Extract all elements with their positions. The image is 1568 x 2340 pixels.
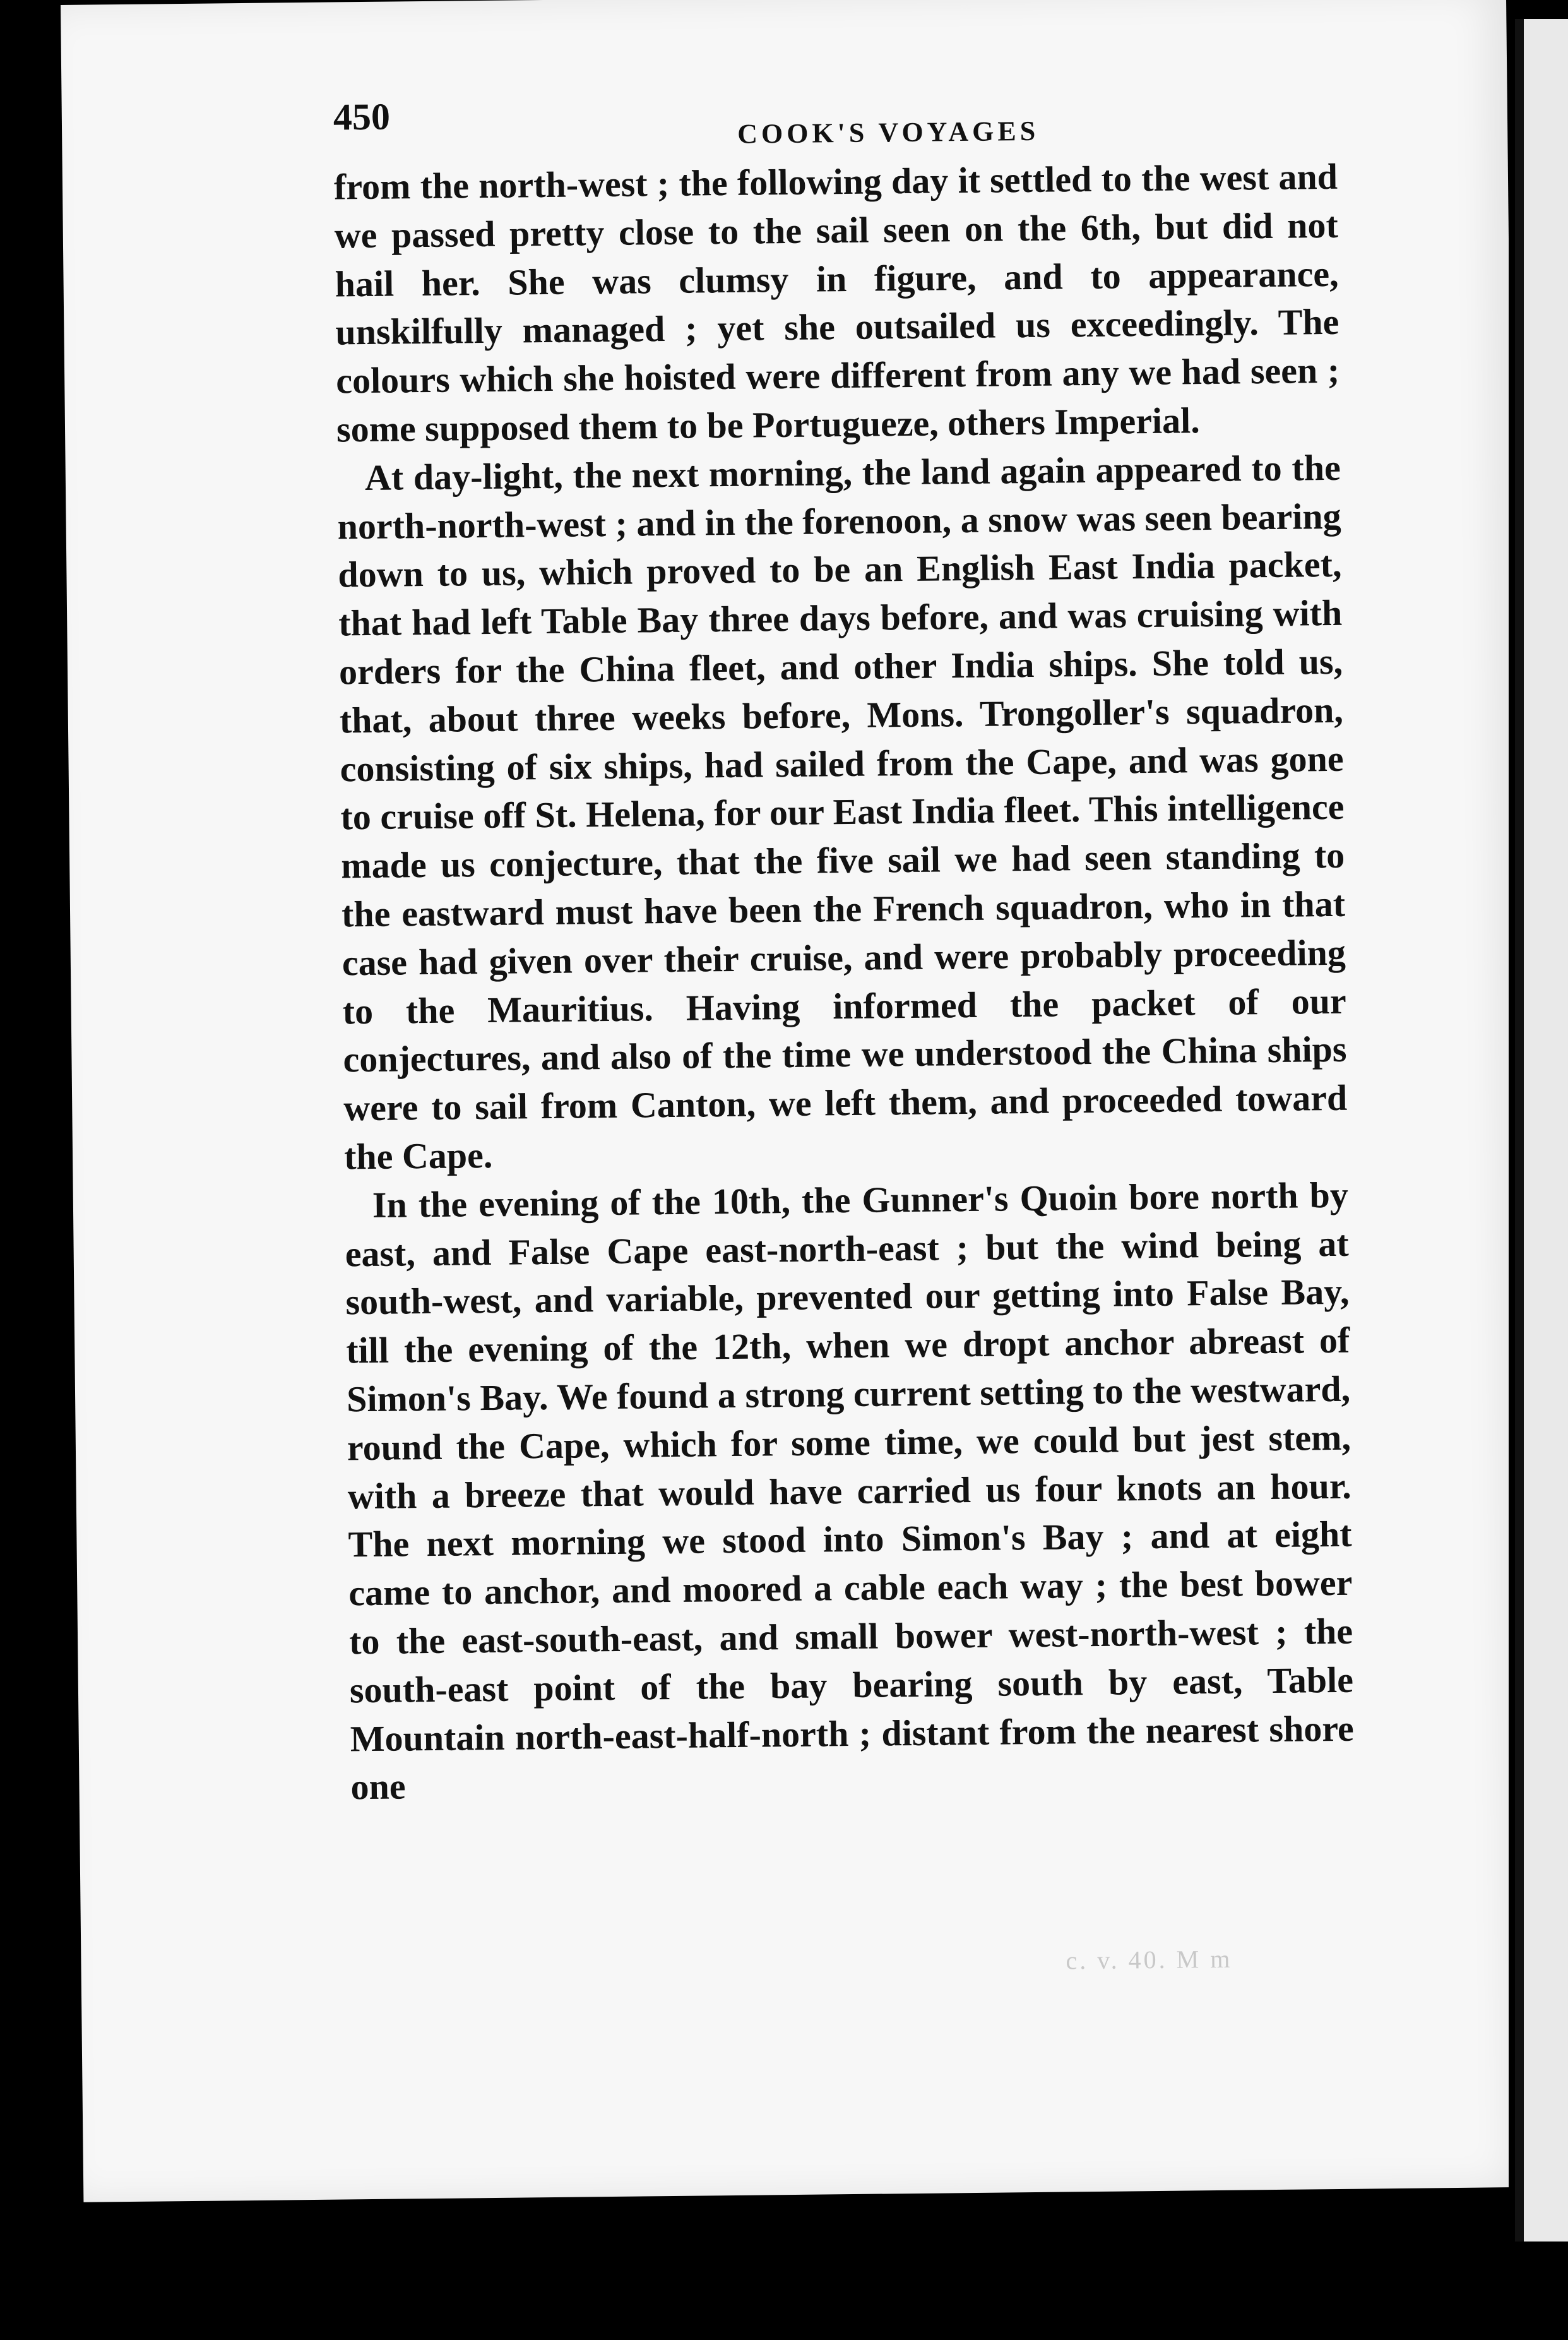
paragraph: In the evening of the 10th, the Gunner's Quoin bore north by east, and False Cape east-north-east ; but the wind being at south-west, and variable, prevented our getting into False Bay, till the evening of the 12th, when we dropt anchor abreast of Simon's Bay. We found a strong current setting to the westward, round the Cape, which for some time, we could but jest stem, with a breeze that would have carried us four knots an hour. The next morning we stood into Simon's Bay ; and at eight came to anchor, and moored a cable each way ; the best bower to the east-south-east, and small bower west-north-west ; the south-east point of the bay bearing south by east, Table Mountain north-east-half-north ; distant from the nearest shore one xyxy=(345,1174,1355,1808)
signature-mark: c. v. 40. M m xyxy=(1066,1944,1233,1975)
page-header xyxy=(333,85,1407,150)
body-text xyxy=(334,153,1355,1812)
running-head: COOK'S VOYAGES xyxy=(737,115,1040,150)
facing-page-edge xyxy=(1515,19,1568,2242)
page-number: 450 xyxy=(333,95,391,138)
book-page xyxy=(61,0,1529,2202)
paragraph: At day-light, the next morning, the land again appeared to the north-north-west ; and in the forenoon, a snow was seen bearing down to us, which proved to be an English East India packet, that had left Table Bay three days before, and was cruising with orders for the China fleet, and other India ships. She told us, that, about three weeks before, Mons. Trongoller's squadron, consisting of six ships, had sailed from the Cape, and was gone to cruise off St. Helena, for our East India fleet. This intelligence made us conjecture, that the five sail we had seen standing to the eastward must have been the French squadron, who in that case had given over their cruise, and were probably proceeding to the Mauritius. Having informed the packet of our conjectures, and also of the time we understood the China ships were to sail from Canton, we left them, and proceeded toward the Cape. xyxy=(337,446,1348,1178)
paragraph: from the north-west ; the following day it settled to the west and we passed pretty close to the sail seen on the 6th, but did not hail her. She was clumsy in figure, and to appearance, unskilfully managed ; yet she outsailed us exceedingly. The colours which she hoisted were different from any we had seen ; some supposed them to be Portugueze, others Imperial. xyxy=(333,155,1340,450)
